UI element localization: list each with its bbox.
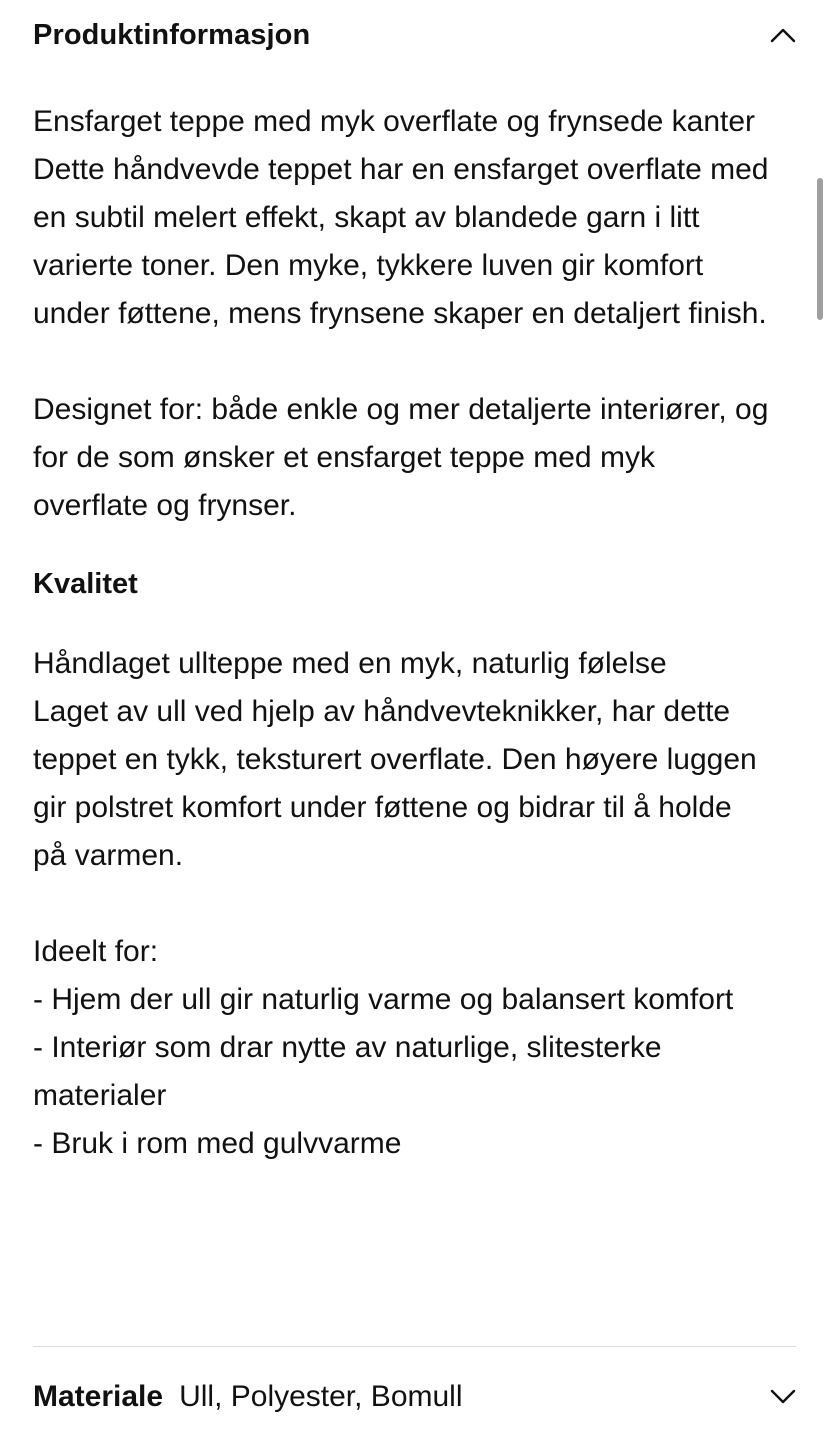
quality-heading: Kvalitet (33, 568, 138, 600)
list-item: - Interiør som drar nytte av naturlige, slitesterke materialer (33, 1031, 662, 1112)
quality-title: Håndlaget ullteppe med en myk, naturlig følelse (33, 647, 667, 680)
quality-body: Laget av ull ved hjelp av håndvevteknikker, har dette teppet en tykk, teksturert overflate. Den høyere luggen gir polstret komfort under føttene og bidrar til å holde på varmen. (33, 695, 757, 872)
ideal-for-label: Ideelt for: (33, 935, 159, 968)
section-divider (33, 1346, 796, 1347)
list-item: - Bruk i rom med gulvvarme (33, 1127, 402, 1160)
material-value: Ull, Polyester, Bomull (179, 1380, 463, 1413)
intro-body: Dette håndvevde teppet har en ensfarget overflate med en subtil melert effekt, skapt av blandede garn i litt varierte toner. Den myke, tykkere luven gir komfort under føttene, mens frynsene skaper en detaljert finish. (33, 153, 769, 330)
chevron-down-icon[interactable] (770, 1384, 796, 1410)
intro-title: Ensfarget teppe med myk overflate og frynsede kanter (33, 105, 756, 138)
material-accordion-header[interactable] (33, 1370, 796, 1424)
chevron-up-icon[interactable] (770, 22, 796, 48)
material-label: Materiale (33, 1380, 164, 1413)
ideal-for-list (33, 976, 773, 1168)
designed-for-text: Designet for: både enkle og mer detaljerte interiører, og for de som ønsker et ensfarget teppe med myk overflate og frynser. (33, 393, 769, 522)
product-info-content (33, 98, 773, 1168)
product-info-accordion-header[interactable] (33, 0, 796, 70)
scrollbar-thumb[interactable] (817, 178, 823, 320)
list-item: - Hjem der ull gir naturlig varme og balansert komfort (33, 983, 734, 1016)
product-info-title: Produktinformasjon (33, 18, 311, 51)
